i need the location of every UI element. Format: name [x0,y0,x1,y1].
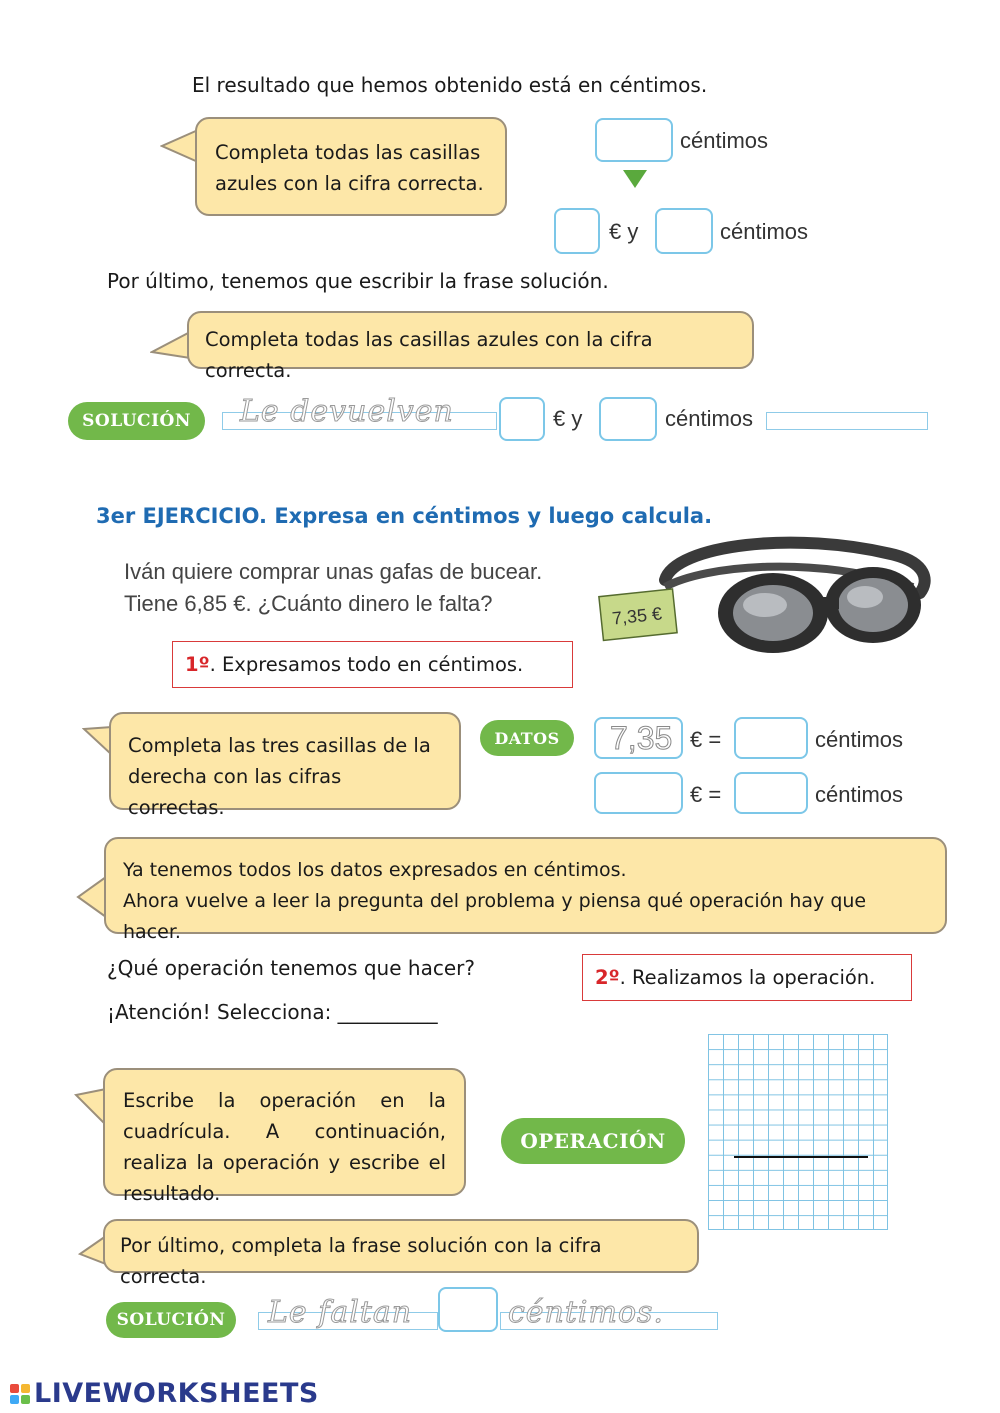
intro-text: El resultado que hemos obtenido está en céntimos. [192,73,708,97]
operation-grid[interactable] [708,1034,888,1230]
datos-badge: DATOS [480,720,574,756]
centimos-input-box[interactable] [595,118,673,162]
bubble-tail [150,330,192,360]
operacion-badge: OPERACIÓN [501,1118,685,1164]
exercise-title: 3er EJERCICIO. Expresa en céntimos y luego calcula. [96,504,713,528]
question-text: ¿Qué operación tenemos que hacer? [107,956,475,980]
centimos-label-3: céntimos [815,727,904,752]
centimos-label: céntimos [680,128,769,153]
euro-equals-2: € = [690,782,722,807]
solution-script-b: céntimos. [508,1295,664,1330]
step-2-box [582,954,912,1001]
datos-prefilled-box [594,717,683,759]
instruction-text: Por último, completa la frase solución con la cifra correcta. [120,1234,602,1288]
instruction-line-2: Ahora vuelve a leer la pregunta del problema y piensa qué operación hay que hacer. [123,890,867,943]
instruction-bubble-4 [104,837,947,943]
final-text: Por último, tenemos que escribir la frase solución. [107,269,609,293]
centimos-input-box-2[interactable] [655,208,713,254]
problem-statement [124,556,542,620]
solution-script-a: Le faltan [268,1295,413,1330]
euros-input-box[interactable] [554,208,600,254]
problem-line-2: Tiene 6,85 €. ¿Cuánto dinero le falta? [124,591,493,616]
instruction-bubble-3 [109,712,461,819]
euro-equals-1: € = [690,727,722,752]
instruction-bubble-6 [103,1219,699,1288]
solution-badge: SOLUCIÓN [68,402,205,440]
operation-result-line [734,1156,868,1158]
step-2-number: 2º [595,966,620,989]
down-arrow-icon [623,170,647,190]
step-2-text: . Realizamos la operación. [619,966,876,989]
instruction-bubble-5 [103,1068,466,1205]
instruction-text: Escribe la operación en la cuadrícula. A continuación, realiza la operación y escribe el resultado. [123,1089,446,1205]
logo-text: LIVEWORKSHEETS [34,1378,319,1409]
step-1-number: 1º [185,653,210,676]
problem-line-1: Iván quiere comprar unas gafas de bucear. [124,559,543,584]
datos-centimos-box-2[interactable] [734,772,808,814]
solution-centimos-box-2[interactable] [438,1287,498,1332]
instruction-bubble-1 [195,117,507,216]
logo-mark-icon [10,1384,30,1404]
attention-select[interactable]: ¡Atención! Selecciona: __________ [107,1000,438,1024]
instruction-text: Completa todas las casillas azules con la cifra correcta. [205,328,653,382]
instruction-text: Completa todas las casillas azules con la cifra correcta. [215,141,484,195]
bubble-tail [160,128,200,164]
solution-euro-y: € y [553,406,583,431]
prefilled-value: 7,35 [610,720,673,756]
instruction-bubble-2 [187,311,754,382]
price-tag: 7,35 € [611,603,663,629]
centimos-label-2: céntimos [720,219,809,244]
instruction-text: Completa las tres casillas de la derecha con las cifras correctas. [128,734,431,819]
liveworksheets-logo [10,1378,319,1409]
solution-euros-box[interactable] [499,397,545,441]
datos-centimos-box-1[interactable] [734,717,808,759]
step-1-box [172,641,573,688]
solution-badge-2: SOLUCIÓN [106,1302,236,1338]
solution-script-text: Le devuelven [240,394,454,429]
solution-centimos-box[interactable] [599,397,657,441]
writing-guide-end [766,412,928,430]
instruction-line-1: Ya tenemos todos los datos expresados en céntimos. [123,859,627,881]
step-1-text: . Expresamos todo en céntimos. [209,653,524,676]
datos-euros-box-2[interactable] [594,772,683,814]
solution-centimos: céntimos [665,406,754,431]
euro-y-label: € y [609,219,639,244]
centimos-label-4: céntimos [815,782,904,807]
goggles-image [595,525,935,675]
